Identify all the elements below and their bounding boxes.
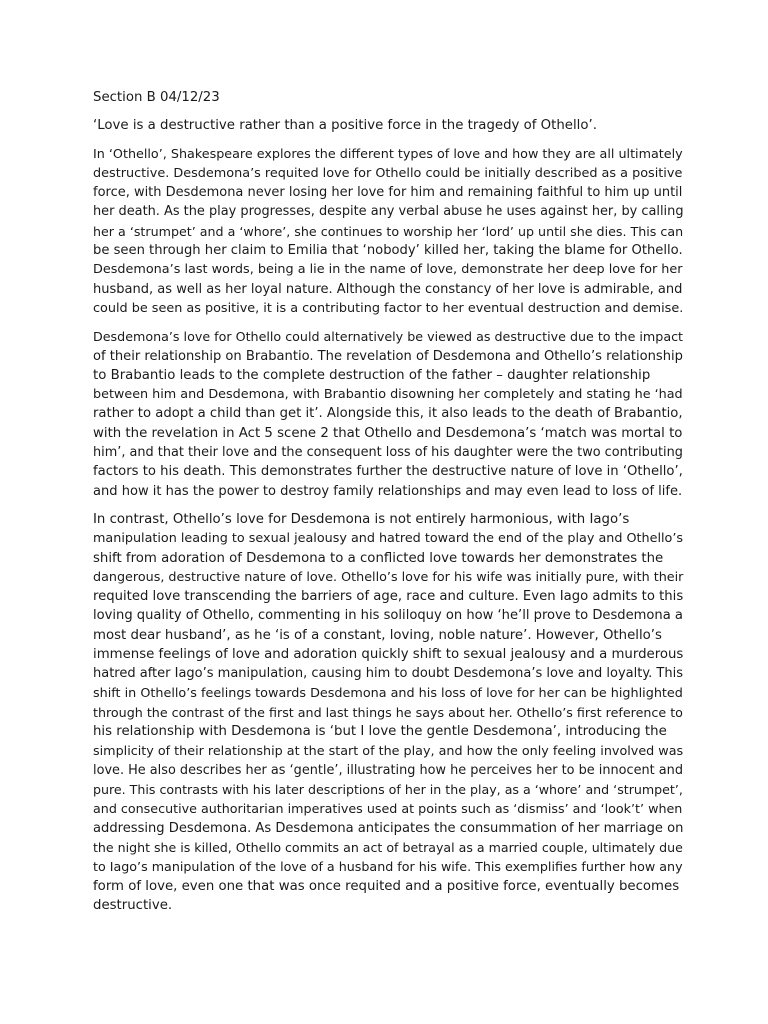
text-line: shift in Othello’s feelings towards Desdemona and his loss of love for her can be highlighted	[93, 685, 683, 701]
paragraph-3	[93, 510, 683, 915]
text-line: form of love, even one that was once requited and a positive force, eventually becomes	[93, 878, 680, 894]
text-line: Desdemona’s love for Othello could alternatively be viewed as destructive due to the impact	[93, 329, 684, 345]
text-line: In contrast, Othello’s love for Desdemona is not entirely harmonious, with Iago’s	[93, 511, 630, 527]
text-line: of their relationship on Brabantio. The revelation of Desdemona and Othello’s relationship	[93, 348, 683, 364]
text-line: pure. This contrasts with his later descriptions of her in the play, as a ‘whore’ and ‘strumpet’,	[93, 782, 683, 798]
text-line: and how it has the power to destroy family relationships and may even lead to loss of life.	[93, 483, 683, 499]
text-line: factors to his death. This demonstrates further the destructive nature of love in ‘Othello’,	[93, 464, 683, 480]
text-line: hatred after Iago’s manipulation, causing him to doubt Desdemona’s love and loyalty. This	[93, 666, 683, 682]
text-line: to Brabantio leads to the complete destruction of the father – daughter relationship	[93, 367, 651, 383]
text-line: him’, and that their love and the consequent loss of his daughter were the two contributing	[93, 445, 683, 461]
text-line: destructive.	[93, 897, 173, 913]
text-line: his relationship with Desdemona is ‘but I love the gentle Desdemona’, introducing the	[93, 724, 667, 740]
section-heading: Section B 04/12/23	[93, 90, 220, 105]
text-line: to Iago’s manipulation of the love of a husband for his wife. This exemplifies further how any	[93, 859, 683, 875]
text-line: dangerous, destructive nature of love. Othello’s love for his wife was initially pure, with their	[93, 569, 684, 585]
text-line: shift from adoration of Desdemona to a conflicted love towards her demonstrates the	[93, 550, 664, 566]
paragraph-2	[93, 327, 683, 501]
text-line: loving quality of Othello, commenting in his soliloquy on how ‘he’ll prove to Desdemona a	[93, 608, 683, 624]
text-line: with the revelation in Act 5 scene 2 that Othello and Desdemona’s ‘match was mortal to	[93, 425, 683, 441]
text-line: simplicity of their relationship at the start of the play, and how the only feeling involved was	[93, 743, 684, 759]
text-line: immense feelings of love and adoration quickly shift to sexual jealousy and a murderous	[93, 647, 684, 663]
text-line: force, with Desdemona never losing her love for him and remaining faithful to him up until	[93, 185, 683, 201]
text-line: destructive. Desdemona’s requited love for Othello could be initially described as a positive	[93, 165, 683, 181]
text-line: could be seen as positive, it is a contributing factor to her eventual destruction and demise.	[93, 300, 684, 316]
text-line: the night she is killed, Othello commits an act of betrayal as a married couple, ultimately due	[93, 839, 683, 855]
text-line: most dear husband’, as he ‘is of a constant, loving, noble nature’. However, Othello’s	[93, 627, 662, 643]
text-line: rather to adopt a child than get it’. Alongside this, it also leads to the death of Brabantio,	[93, 406, 683, 422]
text-line: In ‘Othello’, Shakespeare explores the different types of love and how they are all ultimately	[93, 146, 683, 162]
paragraph-1	[93, 145, 683, 319]
text-line: addressing Desdemona. As Desdemona anticipates the consummation of her marriage on	[93, 820, 684, 836]
text-line: husband, as well as her loyal nature. Although the constancy of her love is admirable, and	[93, 281, 683, 297]
text-line: her death. As the play progresses, despite any verbal abuse he uses against her, by calling	[93, 204, 684, 220]
text-line: through the contrast of the first and last things he says about her. Othello’s first reference to	[93, 704, 683, 720]
document-page	[93, 88, 683, 924]
text-line: Desdemona’s last words, being a lie in the name of love, demonstrate her deep love for her	[93, 262, 683, 278]
text-line: manipulation leading to sexual jealousy and hatred toward the end of the play and Othello’s	[93, 531, 684, 547]
text-line: between him and Desdemona, with Brabantio disowning her completely and stating he ‘had	[93, 387, 683, 403]
text-line: and consecutive authoritarian imperatives used at points such as ‘dismiss’ and ‘look’t’ when	[93, 801, 683, 817]
essay-title: ‘Love is a destructive rather than a positive force in the tragedy of Othello’.	[93, 118, 597, 134]
text-line: be seen through her claim to Emilia that ‘nobody’ killed her, taking the blame for Othello.	[93, 243, 683, 259]
text-line: her a ‘strumpet’ and a ‘whore’, she continues to worship her ‘lord’ up until she dies. This can	[93, 223, 684, 239]
text-line: love. He also describes her as ‘gentle’, illustrating how he perceives her to be innocent and	[93, 762, 683, 778]
text-line: requited love transcending the barriers of age, race and culture. Even Iago admits to this	[93, 589, 684, 605]
